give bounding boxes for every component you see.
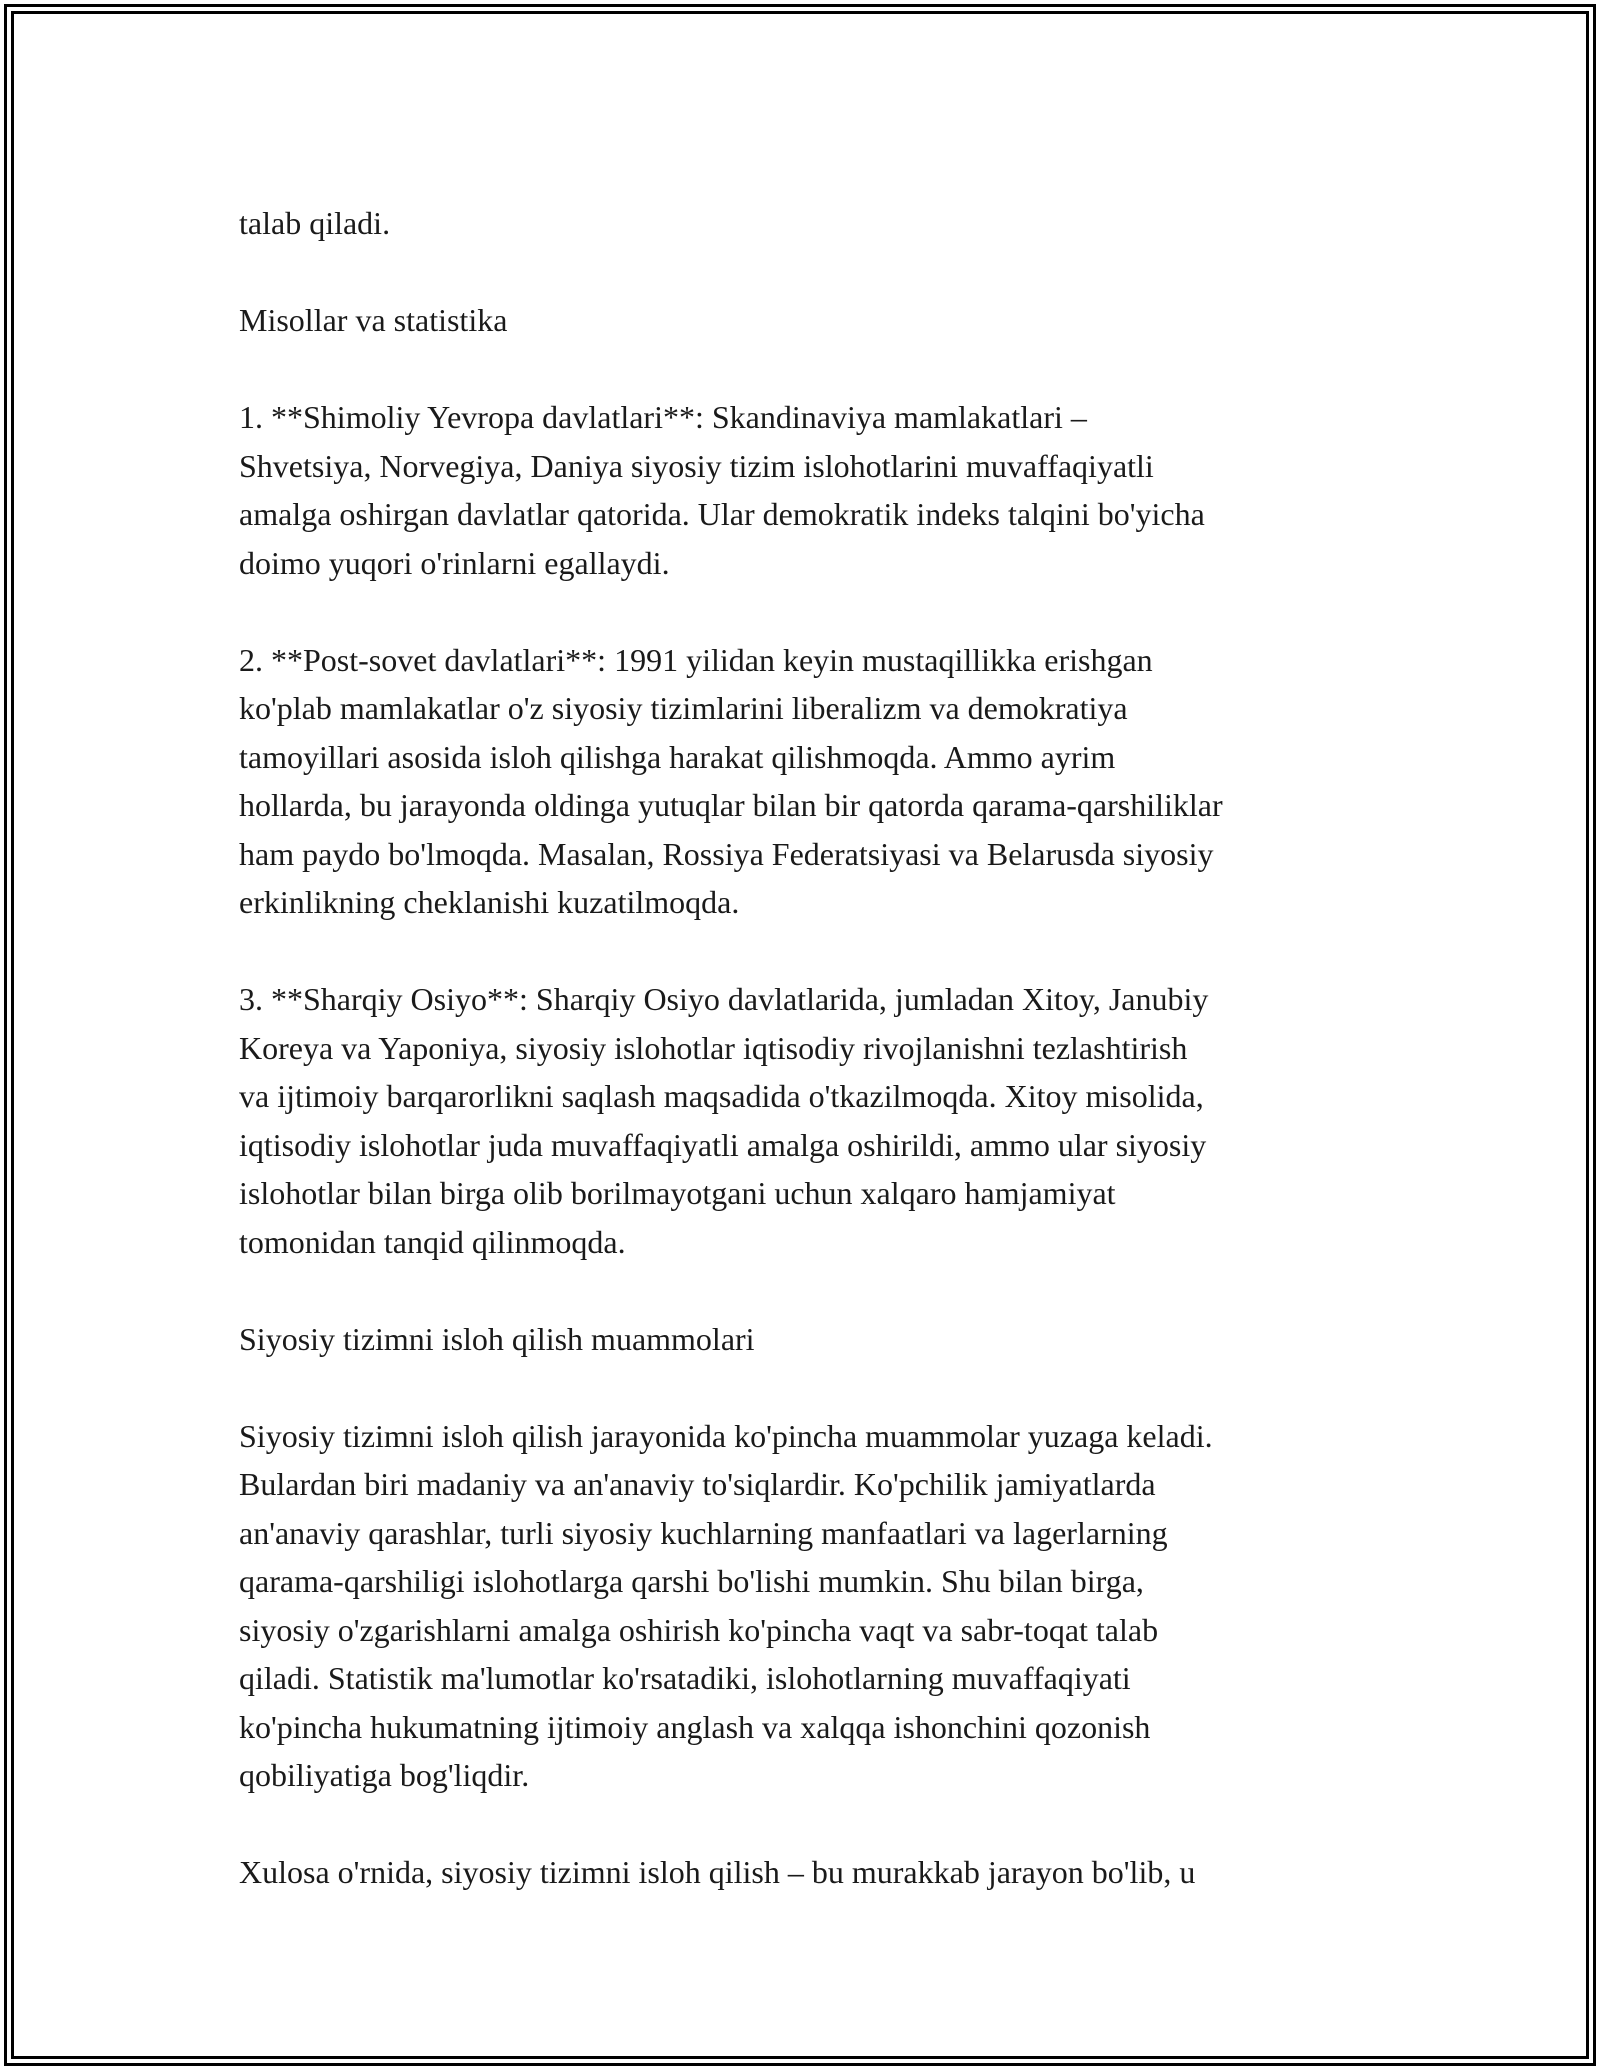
list-item-east-asia: 3. **Sharqiy Osiyo**: Sharqiy Osiyo davlatlarida, jumladan Xitoy, Janubiy Koreya va Yaponiya, siyosiy islohotlar iqtisodiy rivojlanishni tezlashtirish va ijtimoiy barqarorlikni saqlash maqsadida o'tkazilmoqda. Xitoy misolida, iqtisodiy islohotlar juda muvaffaqiyatli amalga oshirildi, ammo ular siyosiy islohotlar bilan birga olib borilmayotgani uchun xalqaro hamjamiyat tomonidan tanqid qilinmoqda. [239,981,1209,1260]
list-item-nordic: 1. **Shimoliy Yevropa davlatlari**: Skandinaviya mamlakatlari – Shvetsiya, Norvegiya, Daniya siyosiy tizim islohotlarini muvaffaqiyatli amalga oshirgan davlatlar qatorida. Ular demokratik indeks talqini bo'yicha doimo yuqori o'rinlarni egallaydi. [239,399,1205,581]
section-heading-problems: Siyosiy tizimni isloh qilish muammolari [239,1320,755,1357]
paragraph-conclusion: Xulosa o'rnida, siyosiy tizimni isloh qilish – bu murakkab jarayon bo'lib, u [239,1854,1196,1890]
paragraph-problems: Siyosiy tizimni isloh qilish jarayonida ko'pincha muammolar yuzaga keladi. Bulardan biri madaniy va an'anaviy to'siqlardir. Ko'pchilik jamiyatlarda an'anaviy qarashlar, turli siyosiy kuchlarning manfaatlari va lagerlarning qarama-qarshiligi islohotlarga qarshi bo'lishi mumkin. Shu bilan birga, siyosiy o'zgarishlarni amalga oshirish ko'pincha vaqt va sabr-toqat talab qiladi. Statistik ma'lumotlar ko'rsatadiki, islohotlarning muvaffaqiyati ko'pincha hukumatning ijtimoiy anglash va xalqqa ishonchini qozonish qobiliyatiga bog'liqdir. [239,1417,1213,1793]
page [11,11,1589,2059]
list-item-post-soviet: 2. **Post-sovet davlatlari**: 1991 yilidan keyin mustaqillikka erishgan ko'plab mamlakatlar o'z siyosiy tizimlarini liberalizm va demokratiya tamoyillari asosida isloh qilishga harakat qilishmoqda. Ammo ayrim hollarda, bu jarayonda oldinga yutuqlar bilan bir qatorda qarama-qarshiliklar ham paydo bo'lmoqda. Masalan, Rossiya Federatsiyasi va Belarusda siyosiy erkinlikning cheklanishi kuzatilmoqda. [239,641,1223,920]
paragraph-continuation: talab qiladi. [239,205,391,241]
section-heading-examples: Misollar va statistika [239,302,508,338]
document-body [239,199,1399,1945]
page-outer-border [4,4,1596,2066]
